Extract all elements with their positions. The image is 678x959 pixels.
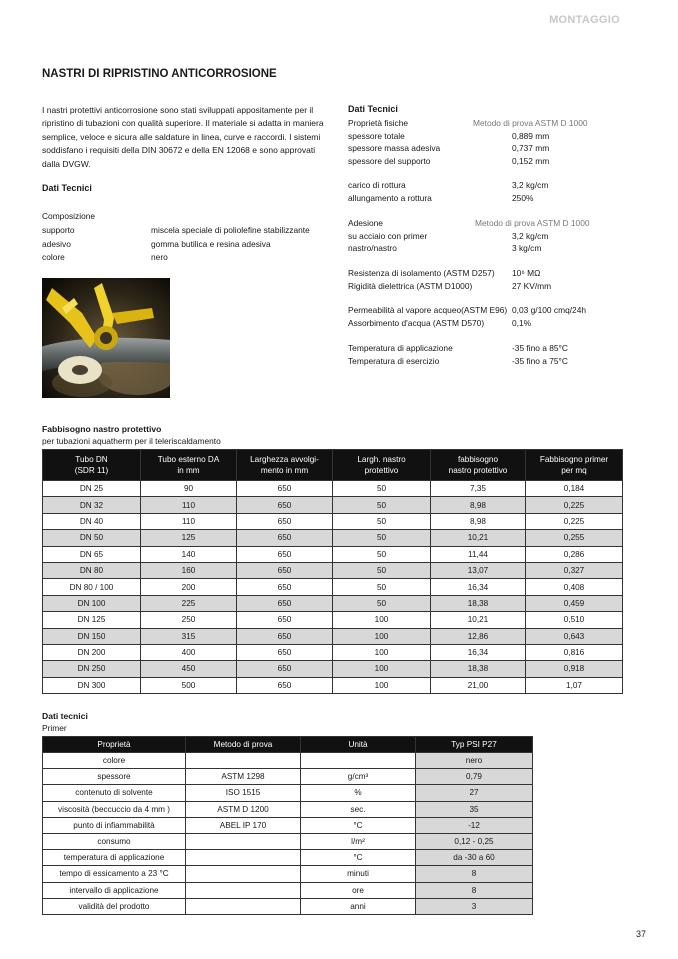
spec-value: 10⁶ MΩ: [512, 268, 541, 278]
table-row: [43, 801, 533, 817]
table-cell: 0,327: [526, 562, 623, 578]
table-cell: 650: [237, 628, 333, 644]
table1-title: Fabbisogno nastro protettivo: [42, 424, 162, 434]
table-row: [43, 677, 623, 693]
table-cell: °C: [301, 817, 416, 833]
table-cell: 160: [141, 562, 237, 578]
table-cell: ABEL IP 170: [186, 817, 301, 833]
table-cell: DN 80 / 100: [43, 579, 141, 595]
table-cell: 0,286: [526, 546, 623, 562]
table-cell: 10,21: [431, 612, 526, 628]
table-cell: 650: [237, 497, 333, 513]
column-header: fabbisogno nastro protettivo: [431, 450, 526, 481]
table-row: [43, 481, 623, 497]
table-cell: 100: [333, 612, 431, 628]
table-cell: DN 150: [43, 628, 141, 644]
table-cell: 500: [141, 677, 237, 693]
spec-row: [348, 343, 568, 353]
spec-group-header: [348, 218, 590, 228]
table-cell: 8,98: [431, 513, 526, 529]
column-header: Metodo di prova: [186, 737, 301, 753]
table-cell: 650: [237, 546, 333, 562]
table-row: [43, 628, 623, 644]
table-cell: 50: [333, 546, 431, 562]
spec-label: spessore totale: [348, 130, 405, 141]
table-cell: 50: [333, 530, 431, 546]
table-cell: 100: [333, 661, 431, 677]
table-cell: l/m²: [301, 833, 416, 849]
table-cell: ASTM D 1200: [186, 801, 301, 817]
table-cell: DN 100: [43, 595, 141, 611]
table-cell: punto di infiammabilità: [43, 817, 186, 833]
table-cell: 50: [333, 497, 431, 513]
spec-label: su acciaio con primer: [348, 230, 428, 241]
spec-group-label: Adesione: [348, 218, 383, 228]
table-cell: 8: [416, 866, 533, 882]
table-cell: ASTM 1298: [186, 769, 301, 785]
spec-label: spessore del supporto: [348, 155, 431, 166]
table-cell: 0,225: [526, 497, 623, 513]
table-cell: intervallo di applicazione: [43, 882, 186, 898]
table-cell: tempo di essicamento a 23 °C: [43, 866, 186, 882]
table-cell: 8: [416, 882, 533, 898]
spec-value: 0,737 mm: [512, 143, 550, 153]
table-row: [43, 817, 533, 833]
page-number: 37: [635, 929, 646, 939]
table-cell: 0,79: [416, 769, 533, 785]
table-cell: DN 40: [43, 513, 141, 529]
spec-group-method: Metodo di prova ASTM D 1000: [475, 218, 590, 228]
spec-group-label: Proprietà fisiche: [348, 118, 409, 128]
table-cell: 315: [141, 628, 237, 644]
table-cell: da -30 a 60: [416, 850, 533, 866]
table-cell: [186, 866, 301, 882]
right-specs-heading: Dati Tecnici: [348, 104, 398, 114]
table-cell: 100: [333, 677, 431, 693]
spec-value: 0,889 mm: [512, 130, 550, 141]
spec-label: Temperatura di applicazione: [348, 343, 453, 353]
spec-value: 0,03 g/100 cmq/24h: [512, 305, 587, 315]
table-cell: 3: [416, 898, 533, 914]
table-cell: 8,98: [431, 497, 526, 513]
table-cell: [186, 753, 301, 769]
table-cell: 110: [141, 497, 237, 513]
spec-label: Resistenza di isolamento (ASTM D257): [348, 268, 495, 278]
table-cell: DN 80: [43, 562, 141, 578]
table-cell: 650: [237, 612, 333, 628]
column-header: Typ PSI P27: [416, 737, 533, 753]
table-cell: %: [301, 785, 416, 801]
table-cell: [186, 882, 301, 898]
product-photo: [42, 278, 170, 398]
table-row: [43, 595, 623, 611]
table2-title: Dati tecnici: [42, 711, 88, 721]
table-header-row: [43, 450, 623, 481]
table-cell: consumo: [43, 833, 186, 849]
table-row: [43, 644, 623, 660]
spec-label: Permeabilità al vapore acqueo(ASTM E96): [348, 305, 508, 315]
composition-label-cell: adesivo: [42, 238, 71, 249]
composition-value-cell: gomma butilica e resina adesiva: [151, 238, 271, 249]
table-cell: DN 50: [43, 530, 141, 546]
spec-label: nastro/nastro: [348, 243, 397, 253]
spec-row: [348, 180, 549, 190]
table-cell: spessore: [43, 769, 186, 785]
table-cell: 250: [141, 612, 237, 628]
table-row: [43, 866, 533, 882]
table-cell: minuti: [301, 866, 416, 882]
spec-label: Rigidità dielettrica (ASTM D1000): [348, 280, 473, 291]
spec-label: Assorbimento d'acqua (ASTM D570): [348, 317, 485, 328]
table-cell: viscosità (beccuccio da 4 mm ): [43, 801, 186, 817]
table2-subtitle: Primer: [42, 723, 67, 733]
table-cell: 12,86: [431, 628, 526, 644]
spec-row: [348, 305, 587, 315]
composition-label-cell: colore: [42, 252, 65, 262]
table-cell: nero: [416, 753, 533, 769]
composition-value-cell: miscela speciale di poliolefine stabilizzante: [151, 225, 310, 235]
column-header: Larghezza avvolgi- mento in mm: [237, 450, 333, 481]
table-cell: 11,44: [431, 546, 526, 562]
table-cell: 400: [141, 644, 237, 660]
table-cell: 650: [237, 481, 333, 497]
spec-value: -35 fino a 85°C: [512, 343, 568, 353]
table-cell: -12: [416, 817, 533, 833]
table-cell: ore: [301, 882, 416, 898]
table-cell: 35: [416, 801, 533, 817]
table-row: [43, 850, 533, 866]
table-cell: DN 25: [43, 481, 141, 497]
section-tag: MONTAGGIO: [549, 14, 620, 26]
table-cell: DN 32: [43, 497, 141, 513]
table1-subtitle: per tubazioni aquatherm per il teleriscaldamento: [42, 436, 221, 446]
table-cell: 0,12 - 0,25: [416, 833, 533, 849]
table-cell: ISO 1515: [186, 785, 301, 801]
composition-list: [42, 225, 332, 267]
composition-row: [42, 252, 168, 262]
table-cell: colore: [43, 753, 186, 769]
table-cell: 0,408: [526, 579, 623, 595]
table-cell: 0,510: [526, 612, 623, 628]
spec-group-method: Metodo di prova ASTM D 1000: [473, 118, 588, 128]
composition-label-cell: supporto: [42, 225, 75, 235]
table-row: [43, 612, 623, 628]
spec-row: [348, 143, 550, 153]
table-cell: 650: [237, 644, 333, 660]
composition-row: [42, 238, 271, 249]
table-cell: 50: [333, 513, 431, 529]
spec-row: [348, 355, 568, 366]
table-cell: [186, 850, 301, 866]
intro-paragraph: I nastri protettivi anticorrosione sono stati sviluppati appositamente per il ripristino di tubazioni con qualità superiore. Il materiale si adatta in maniera semplice, veloce e sicura alle saldature in linea, curve e raccordi. I sistemi soddisfano i requisiti della DIN 30672 e della EN 12068 e sono approvati dalla DVGW.: [42, 105, 324, 169]
table-cell: 450: [141, 661, 237, 677]
spec-value: 0,1%: [512, 317, 532, 328]
table-row: [43, 562, 623, 578]
spec-label: spessore massa adesiva: [348, 143, 441, 153]
table-row: [43, 785, 533, 801]
spec-value: 3 kg/cm: [512, 243, 542, 253]
column-header: Tubo esterno DA in mm: [141, 450, 237, 481]
table-cell: 50: [333, 579, 431, 595]
table-cell: DN 125: [43, 612, 141, 628]
spec-row: [348, 192, 534, 203]
table-row: [43, 546, 623, 562]
table-cell: contenuto di solvente: [43, 785, 186, 801]
spec-value: -35 fino a 75°C: [512, 355, 568, 366]
column-header: Tubo DN (SDR 11): [43, 450, 141, 481]
spec-row: [348, 230, 549, 241]
tape-application-image: [42, 278, 170, 398]
page-title: NASTRI DI RIPRISTINO ANTICORROSIONE: [42, 68, 277, 80]
table-cell: 125: [141, 530, 237, 546]
table-row: [43, 833, 533, 849]
table-cell: 650: [237, 661, 333, 677]
table-cell: sec.: [301, 801, 416, 817]
table-cell: validità del prodotto: [43, 898, 186, 914]
spec-value: 27 KV/mm: [512, 280, 552, 291]
composition-label: Composizione: [42, 211, 96, 221]
table-cell: 50: [333, 481, 431, 497]
spec-value: 0,152 mm: [512, 155, 550, 166]
table-cell: 100: [333, 628, 431, 644]
table-cell: 225: [141, 595, 237, 611]
spec-value: 3,2 kg/cm: [512, 230, 549, 241]
table-cell: °C: [301, 850, 416, 866]
table-cell: 0,255: [526, 530, 623, 546]
table-cell: DN 300: [43, 677, 141, 693]
table-row: [43, 882, 533, 898]
composition-value-cell: nero: [151, 252, 168, 262]
spec-label: Temperatura di esercizio: [348, 355, 440, 366]
spec-label: allungamento a rottura: [348, 192, 432, 203]
table-row: [43, 661, 623, 677]
table-cell: g/cm³: [301, 769, 416, 785]
left-specs-heading: Dati Tecnici: [42, 183, 92, 193]
column-header: Largh. nastro protettivo: [333, 450, 431, 481]
table-row: [43, 513, 623, 529]
table-cell: 13,07: [431, 562, 526, 578]
table-cell: 140: [141, 546, 237, 562]
table-row: [43, 769, 533, 785]
table-cell: DN 65: [43, 546, 141, 562]
column-header: Proprietà: [43, 737, 186, 753]
table-cell: 1,07: [526, 677, 623, 693]
table-header-row: [43, 737, 533, 753]
composition-row: [42, 225, 310, 235]
column-header: Fabbisogno primer per mq: [526, 450, 623, 481]
spec-row: [348, 243, 542, 253]
table-cell: 0,459: [526, 595, 623, 611]
table-cell: DN 250: [43, 661, 141, 677]
table-row: [43, 530, 623, 546]
table-row: [43, 579, 623, 595]
table-cell: 650: [237, 677, 333, 693]
table-cell: 650: [237, 579, 333, 595]
table-cell: 650: [237, 530, 333, 546]
table-cell: 0,816: [526, 644, 623, 660]
spec-row: [348, 155, 550, 166]
table-cell: 650: [237, 513, 333, 529]
table-cell: 0,643: [526, 628, 623, 644]
table-cell: 50: [333, 562, 431, 578]
table-cell: 7,35: [431, 481, 526, 497]
table-cell: 18,38: [431, 661, 526, 677]
table-cell: 0,184: [526, 481, 623, 497]
table-cell: 21,00: [431, 677, 526, 693]
table-cell: 90: [141, 481, 237, 497]
spec-group-header: [348, 118, 588, 128]
table-cell: 0,225: [526, 513, 623, 529]
spec-label: carico di rottura: [348, 180, 406, 190]
table-cell: 650: [237, 562, 333, 578]
table-cell: temperatura di applicazione: [43, 850, 186, 866]
right-specs: [348, 104, 648, 374]
table-cell: 16,34: [431, 579, 526, 595]
column-header: Unità: [301, 737, 416, 753]
table-row: [43, 898, 533, 914]
primer-data-table: [42, 736, 533, 915]
table-row: [43, 497, 623, 513]
tape-requirement-table: [42, 449, 623, 694]
table-cell: DN 200: [43, 644, 141, 660]
table-cell: 0,918: [526, 661, 623, 677]
table-row: [43, 753, 533, 769]
table-cell: 16,34: [431, 644, 526, 660]
table-cell: [186, 833, 301, 849]
table-cell: anni: [301, 898, 416, 914]
table-cell: [301, 753, 416, 769]
table-cell: 27: [416, 785, 533, 801]
table-cell: 10,21: [431, 530, 526, 546]
spec-row: [348, 130, 550, 141]
spec-row: [348, 317, 532, 328]
table-cell: 200: [141, 579, 237, 595]
table-cell: 650: [237, 595, 333, 611]
spec-value: 250%: [512, 192, 534, 203]
spec-row: [348, 280, 552, 291]
table-cell: [186, 898, 301, 914]
spec-row: [348, 268, 541, 278]
spec-value: 3,2 kg/cm: [512, 180, 549, 190]
table-cell: 18,38: [431, 595, 526, 611]
table-cell: 100: [333, 644, 431, 660]
table-cell: 110: [141, 513, 237, 529]
table-cell: 50: [333, 595, 431, 611]
